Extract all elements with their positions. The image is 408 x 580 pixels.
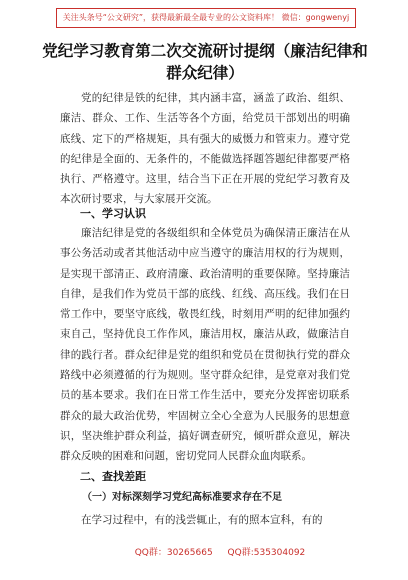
- section-heading-gaps: 二、查找差距: [80, 470, 146, 483]
- section-heading-study: 一、学习认识: [80, 207, 146, 220]
- footer-qq-2: QQ群:535304092: [227, 548, 306, 558]
- footer-qq-1: QQ群：30265665: [134, 548, 213, 558]
- subsection-paragraph-1: 在学习过程中，有的浅尝辄止，有的照本宣科，有的: [81, 514, 323, 526]
- intro-paragraph: 党的纪律是铁的纪律，其内涵丰富，涵盖了政治、组织、廉洁、群众、工作、生活等各个方面，给党员干部划出的明确底线、定下的严格规矩，具有强大的威慑力和管束力。遵守党的纪律是全面的、无条件的，不能做选择题答题纪律都要严格执行、严格遵守。这里，结合当下正在开展的党纪学习教育及本次研讨要求，与大家展开交流。: [60, 92, 350, 206]
- study-paragraph: 廉洁纪律是党的各级组织和全体党员为确保清正廉洁在从事公务活动或者其他活动中应当遵守的廉洁用权的行为规则，是实现干部清正、政府清廉、政治清明的重要保障。坚持廉洁自律，是我们作为党员干部的底线、红线、高压线。我们在日常工作中，要坚守底线，敬畏红线，时刻用严明的纪律加强约束自己，坚持优良工作作风，廉洁用权，廉洁从政，做廉洁自律的践行者。群众纪律是党的组织和党员在贯彻执行党的群众路线中必须遵循的行为规则。坚守群众纪律，是党章对我们党员的基本要求。我们在日常工作生活中，要充分发挥密切联系群众的最大政治优势，牢固树立全心全意为人民服务的思想意识，坚决维护群众利益，搞好调查研究，倾听群众意见，解决群众反映的困难和问题，密切党同人民群众血肉联系。: [60, 227, 350, 463]
- promo-banner: 关注头条号“公文研究”，获得最新最全最专业的公文资料库！ 微信：gongwenyj: [56, 8, 356, 28]
- footer-contact: [120, 545, 320, 561]
- document-title: 党纪学习教育第二次交流研讨提纲（廉洁纪律和群众纪律）: [42, 41, 368, 82]
- subsection-heading-1: （一）对标深刻学习党纪高标准要求存在不足: [82, 492, 282, 503]
